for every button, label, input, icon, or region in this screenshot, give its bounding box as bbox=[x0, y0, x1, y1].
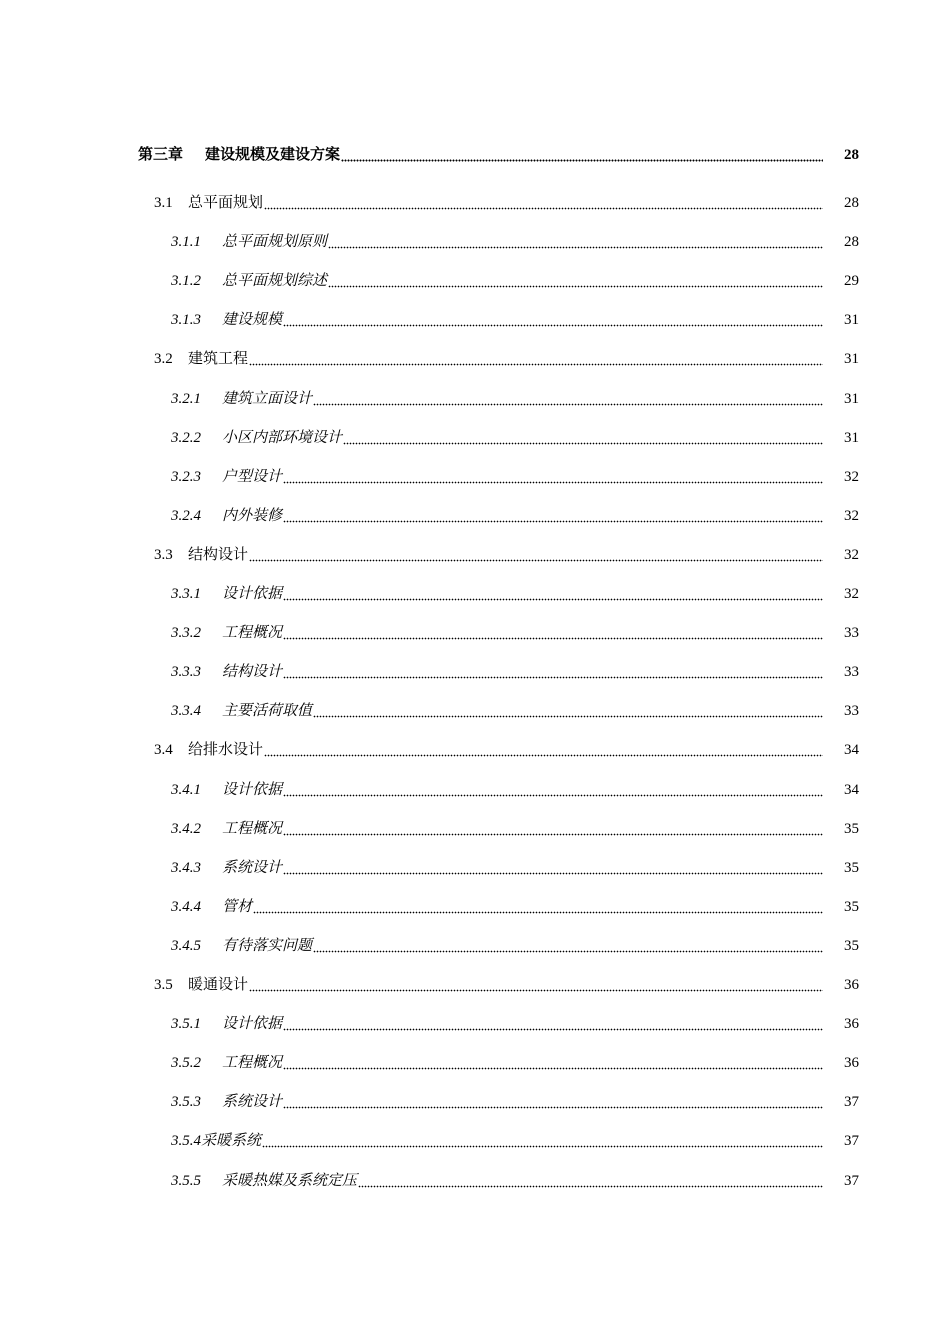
toc-title: 系统设计 bbox=[222, 1094, 283, 1111]
toc-entry-3-2-3[interactable] bbox=[0, 465, 950, 489]
toc-title: 建设规模 bbox=[222, 312, 283, 329]
toc-title: 系统设计 bbox=[222, 859, 283, 876]
toc-leader-dots bbox=[283, 1090, 823, 1114]
toc-entry-3-5[interactable] bbox=[0, 973, 950, 997]
toc-page-number: 32 bbox=[844, 586, 859, 602]
toc-title: 结构设计 bbox=[188, 546, 249, 563]
toc-leader-dots bbox=[283, 660, 823, 684]
toc-number: 3.2 bbox=[154, 351, 173, 368]
toc-page-number: 32 bbox=[844, 468, 859, 485]
toc-title: 建筑立面设计 bbox=[222, 390, 313, 407]
toc-entry-3-3-1[interactable] bbox=[0, 582, 950, 606]
toc-page-number: 31 bbox=[844, 429, 859, 446]
toc-entry-3-2[interactable] bbox=[0, 347, 950, 371]
toc-number: 3.1.3 bbox=[171, 312, 201, 329]
toc-entry-3-3-3[interactable] bbox=[0, 660, 950, 684]
toc-leader-dots bbox=[283, 817, 823, 841]
toc-leader-dots bbox=[313, 387, 823, 411]
toc-leader-dots bbox=[283, 621, 823, 645]
toc-page-number: 31 bbox=[844, 312, 859, 329]
toc-entry-3-1-1[interactable] bbox=[0, 230, 950, 254]
toc-page-number: 37 bbox=[844, 1094, 859, 1111]
toc-entry-第三章[interactable] bbox=[0, 143, 950, 167]
toc-leader-dots bbox=[264, 738, 823, 762]
toc-number: 3.5.5 bbox=[171, 1172, 201, 1189]
toc-number: 3.5.1 bbox=[171, 1016, 201, 1033]
toc-leader-dots bbox=[249, 347, 823, 371]
toc-page-number: 35 bbox=[844, 898, 859, 915]
toc-entry-3-1-2[interactable] bbox=[0, 269, 950, 293]
toc-title: 内外装修 bbox=[222, 507, 283, 524]
toc-page-number: 35 bbox=[844, 937, 859, 954]
toc-page-number: 36 bbox=[844, 977, 859, 993]
toc-number: 3.5.3 bbox=[171, 1094, 201, 1111]
toc-number: 3.3.4 bbox=[171, 703, 201, 720]
toc-leader-dots bbox=[313, 934, 823, 958]
toc-number: 3.2.4 bbox=[171, 507, 201, 524]
toc-leader-dots bbox=[283, 778, 823, 802]
toc-leader-dots bbox=[283, 465, 823, 489]
toc-number: 3.1.1 bbox=[171, 234, 201, 251]
toc-title: 建筑工程 bbox=[188, 351, 249, 368]
toc-number: 3.1.2 bbox=[171, 273, 201, 290]
toc-title: 设计依据 bbox=[222, 586, 283, 602]
toc-title: 有待落实问题 bbox=[222, 937, 313, 954]
toc-number: 3.4.4 bbox=[171, 898, 201, 915]
toc-number: 3.2.1 bbox=[171, 390, 201, 407]
toc-leader-dots bbox=[283, 582, 823, 606]
toc-number: 3.1 bbox=[154, 195, 173, 211]
toc-page-number: 31 bbox=[844, 351, 859, 368]
toc-title: 工程概况 bbox=[222, 820, 283, 837]
toc-number: 3.2.2 bbox=[171, 429, 201, 446]
toc-title: 设计依据 bbox=[222, 781, 283, 798]
toc-title: 建设规模及建设方案 bbox=[205, 147, 341, 163]
toc-entry-3-3-2[interactable] bbox=[0, 621, 950, 645]
toc-page-number: 32 bbox=[844, 546, 859, 563]
toc-page-number: 29 bbox=[844, 273, 859, 290]
toc-entry-3-4-3[interactable] bbox=[0, 856, 950, 880]
toc-entry-3-3-4[interactable] bbox=[0, 699, 950, 723]
toc-leader-dots bbox=[358, 1169, 823, 1193]
toc-title: 主要活荷取值 bbox=[222, 703, 313, 720]
toc-entry-3-5-3[interactable] bbox=[0, 1090, 950, 1114]
toc-page-number: 28 bbox=[844, 195, 859, 211]
toc-leader-dots bbox=[283, 308, 823, 332]
toc-number: 3.5.4 bbox=[171, 1133, 201, 1150]
toc-title: 户型设计 bbox=[222, 468, 283, 485]
toc-number: 3.4.2 bbox=[171, 820, 201, 837]
toc-entry-3-2-2[interactable] bbox=[0, 426, 950, 450]
toc-entry-3-4-4[interactable] bbox=[0, 895, 950, 919]
toc-title: 采暖系统 bbox=[201, 1133, 262, 1150]
toc-leader-dots bbox=[283, 856, 823, 880]
toc-number: 3.3 bbox=[154, 546, 173, 563]
toc-title: 暖通设计 bbox=[188, 977, 249, 993]
toc-title: 总平面规划 bbox=[188, 195, 264, 211]
toc-number: 3.5.2 bbox=[171, 1055, 201, 1072]
toc-leader-dots bbox=[328, 230, 823, 254]
toc-number: 第三章 bbox=[138, 147, 184, 163]
toc-entry-3-2-4[interactable] bbox=[0, 504, 950, 528]
toc-leader-dots bbox=[283, 1051, 823, 1075]
toc-entry-3-3[interactable] bbox=[0, 543, 950, 567]
toc-number: 3.3.1 bbox=[171, 586, 201, 602]
toc-title: 给排水设计 bbox=[188, 742, 264, 759]
toc-entry-3-5-1[interactable] bbox=[0, 1012, 950, 1036]
toc-page-number: 34 bbox=[844, 742, 859, 759]
toc-entry-3-4-2[interactable] bbox=[0, 817, 950, 841]
toc-title: 工程概况 bbox=[222, 625, 283, 642]
toc-number: 3.3.2 bbox=[171, 625, 201, 642]
toc-page-number: 28 bbox=[844, 147, 859, 163]
toc-leader-dots bbox=[253, 895, 823, 919]
toc-entry-3-4[interactable] bbox=[0, 738, 950, 762]
toc-title: 总平面规划原则 bbox=[222, 234, 328, 251]
toc-number: 3.2.3 bbox=[171, 468, 201, 485]
toc-page-number: 33 bbox=[844, 703, 859, 720]
toc-page-number: 36 bbox=[844, 1055, 859, 1072]
toc-page-number: 37 bbox=[844, 1133, 859, 1150]
toc-title: 采暖热媒及系统定压 bbox=[222, 1172, 358, 1189]
toc-title: 管材 bbox=[222, 898, 253, 915]
toc-page-number: 35 bbox=[844, 859, 859, 876]
toc-number: 3.4.1 bbox=[171, 781, 201, 798]
toc-number: 3.5 bbox=[154, 977, 173, 993]
toc-leader-dots bbox=[283, 504, 823, 528]
toc-leader-dots bbox=[249, 543, 823, 567]
toc-page-number: 36 bbox=[844, 1016, 859, 1033]
toc-leader-dots bbox=[264, 191, 823, 215]
toc-number: 3.3.3 bbox=[171, 664, 201, 681]
toc-leader-dots bbox=[249, 973, 823, 997]
toc-title: 工程概况 bbox=[222, 1055, 283, 1072]
toc-entry-3-4-1[interactable] bbox=[0, 778, 950, 802]
toc-entry-3-4-5[interactable] bbox=[0, 934, 950, 958]
toc-page-number: 31 bbox=[844, 390, 859, 407]
toc-number: 3.4 bbox=[154, 742, 173, 759]
toc-leader-dots bbox=[341, 143, 823, 167]
toc-number: 3.4.5 bbox=[171, 937, 201, 954]
toc-number: 3.4.3 bbox=[171, 859, 201, 876]
toc-page-number: 37 bbox=[844, 1172, 859, 1189]
toc-entry-3-1[interactable] bbox=[0, 191, 950, 215]
toc-entry-3-5-4[interactable] bbox=[0, 1129, 950, 1153]
toc-page-number: 35 bbox=[844, 820, 859, 837]
toc-page-number: 34 bbox=[844, 781, 859, 798]
toc-entry-3-5-5[interactable] bbox=[0, 1169, 950, 1193]
toc-leader-dots bbox=[262, 1129, 823, 1153]
toc-leader-dots bbox=[283, 1012, 823, 1036]
toc-page-number: 33 bbox=[844, 625, 859, 642]
toc-title: 设计依据 bbox=[222, 1016, 283, 1033]
toc-page-number: 32 bbox=[844, 507, 859, 524]
toc-leader-dots bbox=[313, 699, 823, 723]
toc-leader-dots bbox=[343, 426, 823, 450]
toc-page-number: 28 bbox=[844, 234, 859, 251]
toc-entry-3-2-1[interactable] bbox=[0, 387, 950, 411]
toc-title: 结构设计 bbox=[222, 664, 283, 681]
toc-leader-dots bbox=[328, 269, 823, 293]
toc-title: 总平面规划综述 bbox=[222, 273, 328, 290]
toc-title: 小区内部环境设计 bbox=[222, 429, 343, 446]
toc-entry-3-5-2[interactable] bbox=[0, 1051, 950, 1075]
toc-page-number: 33 bbox=[844, 664, 859, 681]
toc-entry-3-1-3[interactable] bbox=[0, 308, 950, 332]
